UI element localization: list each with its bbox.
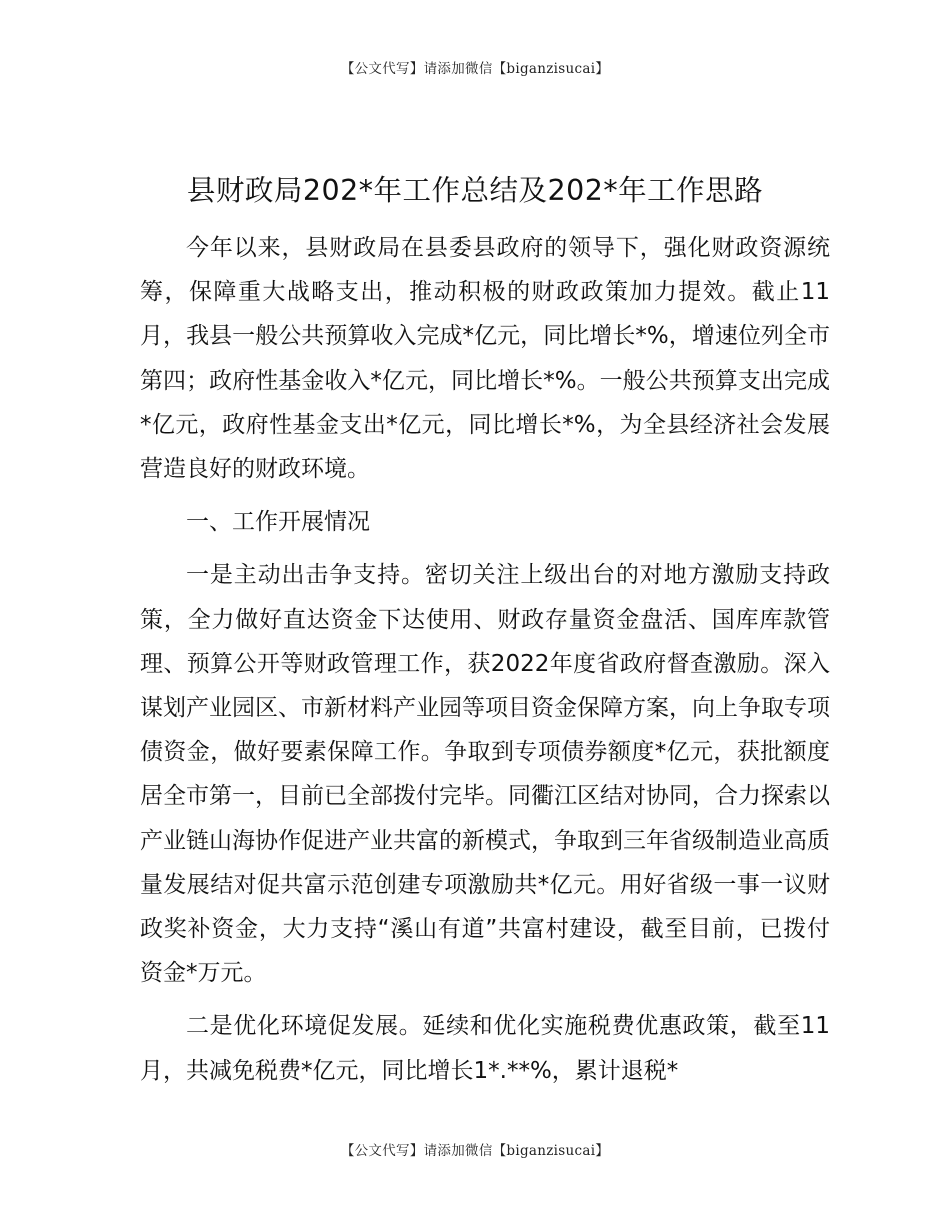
body-paragraph-1: 一是主动出击争支持。密切关注上级出台的对地方激励支持政策，全力做好直达资金下达使用、财政存量资金盘活、国库库款管理、预算公开等财政管理工作，获2022年度省政府督查激励。深入谋划产业园区、市新材料产业园等项目资金保障方案，向上争取专项债资金，做好要素保障工作。争取到专项债券额度*亿元，获批额度居全市第一，目前已全部拨付完毕。同衢江区结对协同，合力探索以产业链山海协作促进产业共富的新模式，争取到三年省级制造业高质量发展结对促共富示范创建专项激励共*亿元。用好省级一事一议财政奖补资金，大力支持“溪山有道”共富村建设，截至目前，已拨付资金*万元。 xyxy=(140,562,830,987)
section-heading: 一、工作开展情况 xyxy=(186,509,370,536)
document-title: 县财政局202*年工作总结及202*年工作思路 xyxy=(186,174,764,207)
body-paragraph-2: 二是优化环境促发展。延续和优化实施税费优惠政策，截至11月，共减免税费*亿元，同比增长1*.**%，累计退税* xyxy=(140,1013,830,1084)
page-footer: 【公文代写】请添加微信【biganzisucai】 xyxy=(340,1143,610,1159)
document-body xyxy=(140,226,830,1093)
page-header: 【公文代写】请添加微信【biganzisucai】 xyxy=(340,61,610,77)
intro-paragraph: 今年以来，县财政局在县委县政府的领导下，强化财政资源统筹，保障重大战略支出，推动积极的财政政策加力提效。截止11月，我县一般公共预算收入完成*亿元，同比增长*%，增速位列全市第四；政府性基金收入*亿元，同比增长*%。一般公共预算支出完成*亿元，政府性基金支出*亿元，同比增长*%，为全县经济社会发展营造良好的财政环境。 xyxy=(140,235,830,483)
